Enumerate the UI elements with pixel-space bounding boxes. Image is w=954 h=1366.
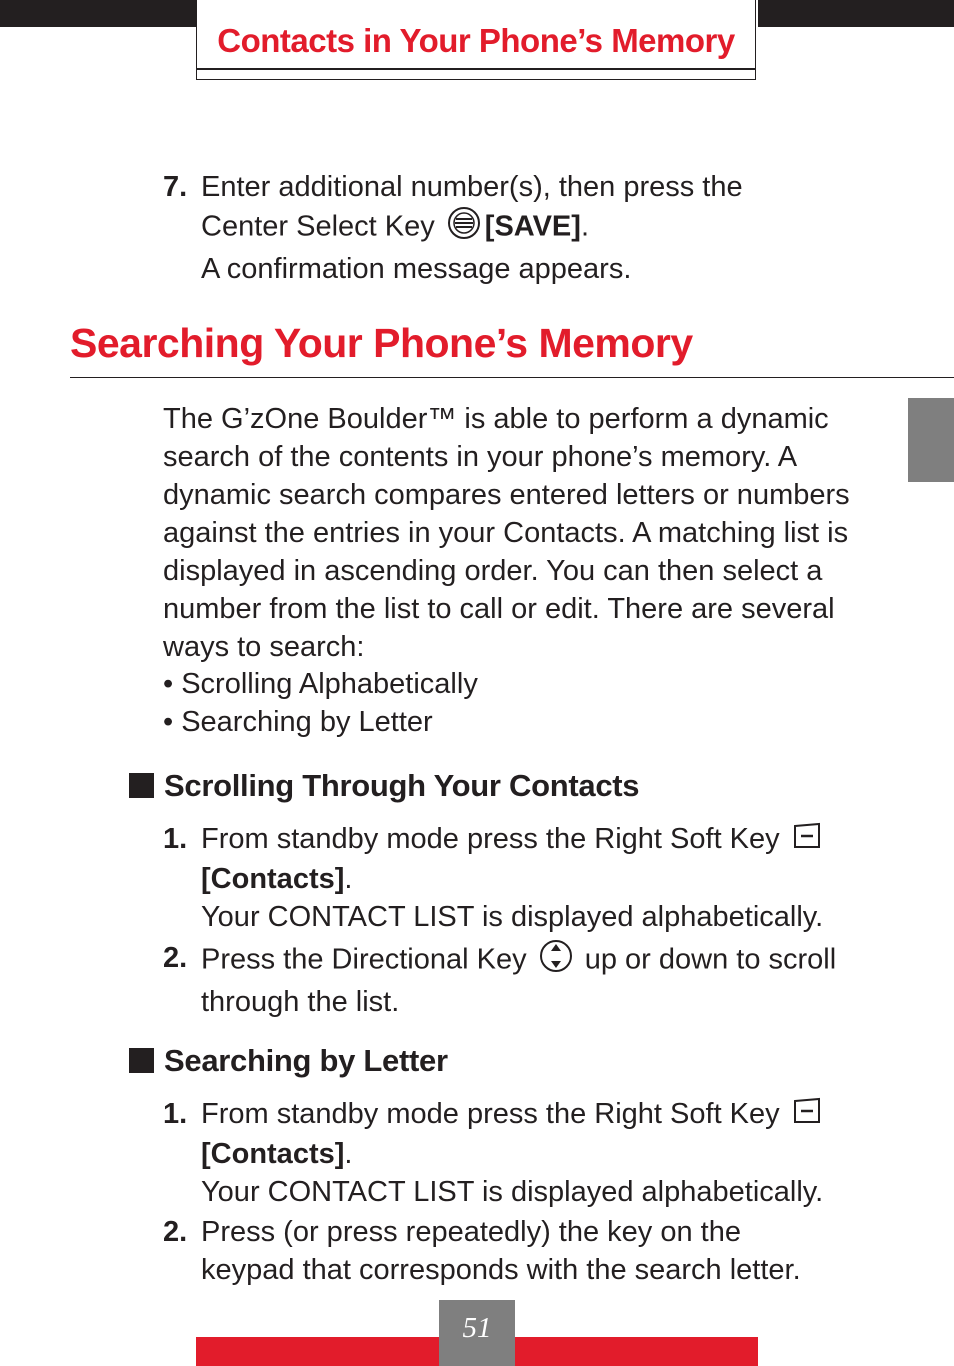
step-line: Your CONTACT LIST is displayed alphabetically. (201, 901, 824, 934)
step-text: . (344, 1138, 353, 1171)
header-bar-left (0, 0, 196, 27)
step-number: 7. (163, 171, 188, 203)
subheading-letter (129, 1043, 448, 1079)
contacts-key-label: [Contacts] (201, 863, 345, 896)
step-line: Your CONTACT LIST is displayed alphabetically. (201, 1176, 824, 1209)
paragraph-line: The G’zOne Boulder™ is able to perform a dynamic (163, 403, 829, 435)
step-number: 2. (163, 1216, 188, 1248)
page-number-box (439, 1300, 515, 1366)
subheading-text: Scrolling Through Your Contacts (164, 768, 640, 803)
step-body (201, 939, 836, 1021)
step-body (201, 168, 743, 288)
step-number: 1. (163, 1098, 188, 1130)
intro-paragraph (163, 400, 903, 666)
header-title: Contacts in Your Phone’s Memory (217, 22, 735, 59)
step-line (201, 206, 743, 250)
contacts-key-label: [Contacts] (201, 1138, 345, 1171)
step-number: 1. (163, 823, 188, 855)
step-text: Center Select Key (201, 210, 435, 243)
step-number: 2. (163, 942, 188, 974)
step-line: through the list. (201, 986, 400, 1018)
step-text: From standby mode press the Right Soft Key (201, 1098, 780, 1130)
step-line (201, 1135, 826, 1173)
step-body (201, 1213, 801, 1289)
step-text: Press the Directional Key (201, 943, 527, 976)
step-line: Enter additional number(s), then press the (201, 171, 743, 203)
step-line: Press (or press repeatedly) the key on the (201, 1216, 741, 1248)
subheading-text: Searching by Letter (164, 1043, 448, 1078)
square-bullet-icon (129, 773, 154, 798)
step-line: A confirmation message appears. (201, 253, 632, 285)
section-divider (70, 377, 954, 378)
paragraph-line: displayed in ascending order. You can then select a (163, 555, 823, 587)
paragraph-line: dynamic search compares entered letters or numbers (163, 479, 850, 511)
bullet-item: • Searching by Letter (163, 706, 433, 738)
header-bar-right (758, 0, 954, 27)
step-text: up or down to scroll (584, 943, 837, 976)
step-line (201, 1095, 826, 1135)
bullet-list (163, 665, 478, 741)
center-select-key-icon (447, 206, 481, 250)
square-bullet-icon (129, 1048, 154, 1073)
step-line (201, 860, 826, 898)
section-title: Searching Your Phone’s Memory (70, 320, 693, 366)
step-line (201, 820, 826, 860)
right-soft-key-icon (792, 820, 822, 860)
step-line: keypad that corresponds with the search letter. (201, 1254, 801, 1286)
paragraph-line: search of the contents in your phone’s memory. A (163, 441, 798, 473)
directional-key-icon (539, 939, 573, 983)
step-body (201, 1095, 826, 1211)
subheading-scrolling (129, 768, 639, 804)
bullet-item: • Scrolling Alphabetically (163, 668, 478, 700)
step-text: . (344, 863, 353, 896)
step-body (201, 820, 826, 936)
right-soft-key-icon (792, 1095, 822, 1135)
step-text: . (580, 210, 589, 243)
paragraph-line: ways to search: (163, 631, 365, 663)
save-key-label: [SAVE] (484, 210, 581, 243)
chapter-side-tab (908, 398, 954, 482)
step-text: From standby mode press the Right Soft Key (201, 823, 780, 855)
header-box (196, 0, 756, 80)
step-line (201, 939, 836, 983)
paragraph-line: against the entries in your Contacts. A matching list is (163, 517, 849, 549)
paragraph-line: number from the list to call or edit. There are several (163, 593, 835, 625)
page-number: 51 (462, 1312, 492, 1344)
